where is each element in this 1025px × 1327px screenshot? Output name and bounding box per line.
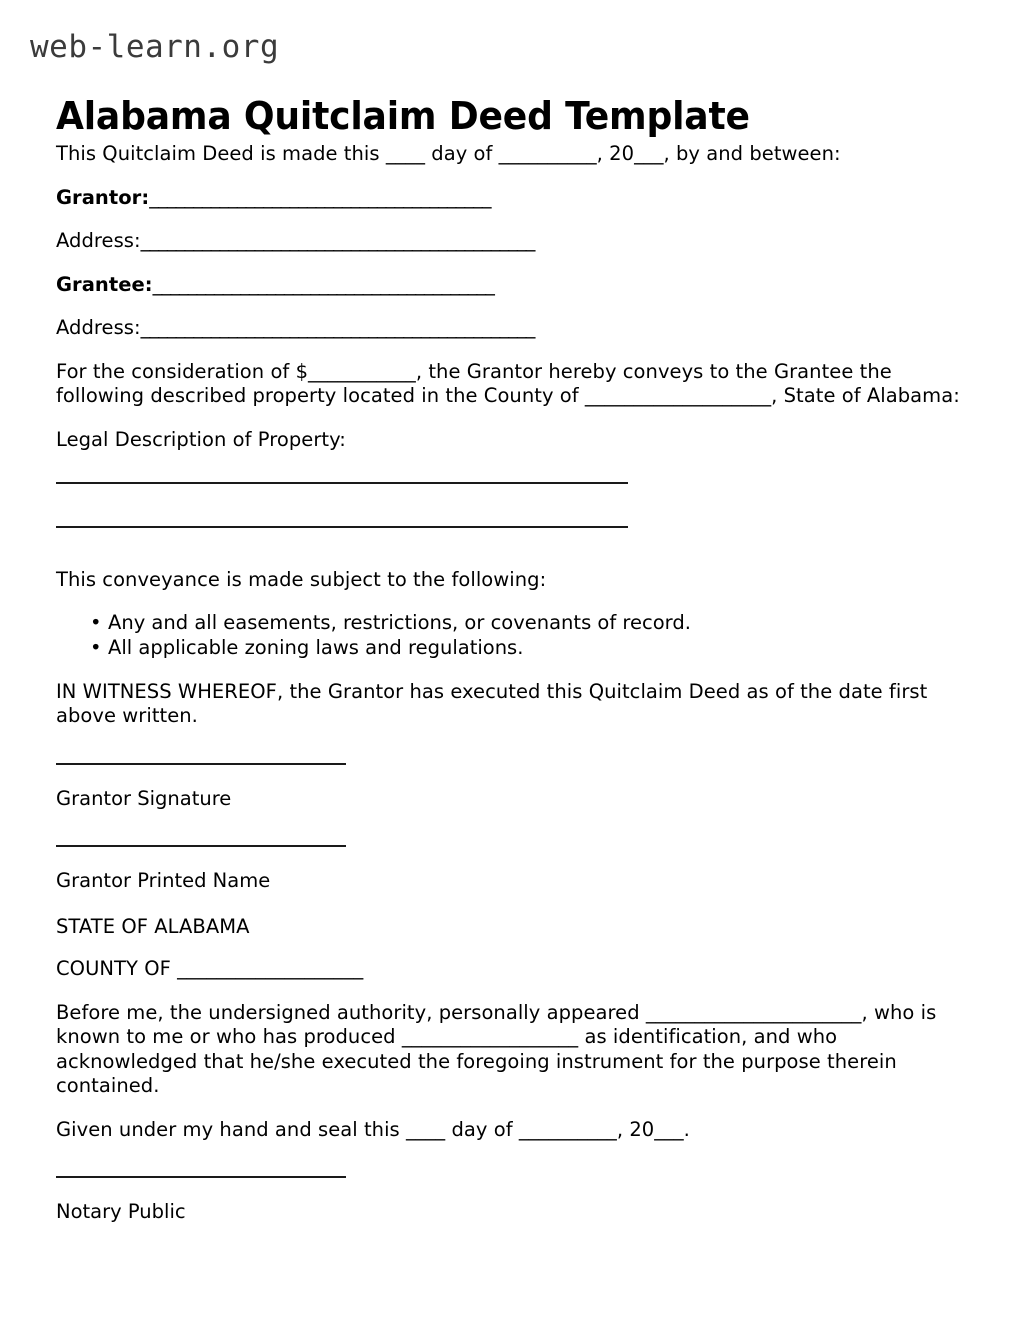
subject-to-intro: This conveyance is made subject to the following: <box>56 568 547 591</box>
list-item-label: Any and all easements, restrictions, or covenants of record. <box>108 610 691 634</box>
list-item-label: All applicable zoning laws and regulations. <box>108 635 524 659</box>
notary-acknowledgment-paragraph: Before me, the undersigned authority, personally appeared ______________________, who is known to me or who has produced __________________ as identification, and who acknowledged that he/she executed the foregoing instrument for the purpose therein contained. <box>56 1000 937 1097</box>
page-title: Alabama Quitclaim Deed Template <box>56 94 750 139</box>
notary-signature-block <box>56 1176 961 1224</box>
witness-paragraph: IN WITNESS WHEREOF, the Grantor has executed this Quitclaim Deed as of the date first above written. <box>56 679 928 727</box>
grantor-blank[interactable]: _______________________________________ <box>149 185 491 209</box>
consideration-paragraph: For the consideration of $___________, the Grantor hereby conveys to the Grantee the following described property located in the County of ___________________, State of Alabama: <box>56 359 960 407</box>
spacer <box>56 528 961 568</box>
grantor-printed-name-caption: Grantor Printed Name <box>56 868 271 892</box>
notary-signature-line[interactable] <box>56 1176 346 1178</box>
state-line: STATE OF ALABAMA <box>56 914 250 938</box>
grantor-field-row <box>56 186 961 211</box>
list-item <box>90 635 961 660</box>
grantor-address-row <box>56 229 961 254</box>
list-item <box>90 610 961 635</box>
terms-list <box>56 611 961 660</box>
grantor-printed-name-block <box>56 845 961 893</box>
grantee-blank[interactable]: _______________________________________ <box>152 272 494 296</box>
grantor-printed-name-line[interactable] <box>56 845 346 847</box>
grantor-signature-line[interactable] <box>56 763 346 765</box>
grantor-address-label: Address: <box>56 229 141 252</box>
grantee-address-row <box>56 316 961 341</box>
bullet-icon: • <box>90 635 102 659</box>
grantor-signature-block <box>56 763 961 811</box>
notary-date-line: Given under my hand and seal this ____ day of __________, 20___. <box>56 1117 690 1141</box>
spacer <box>56 893 961 915</box>
grantee-field-row <box>56 273 961 298</box>
bullet-icon: • <box>90 610 102 634</box>
legal-description-label: Legal Description of Property: <box>56 427 346 451</box>
grantor-signature-caption: Grantor Signature <box>56 786 232 810</box>
intro-paragraph: This Quitclaim Deed is made this ____ day of __________, 20___, by and between: <box>56 142 841 165</box>
grantee-address-blank[interactable]: _____________________________________________ <box>140 316 535 339</box>
notary-caption: Notary Public <box>56 1200 186 1223</box>
grantor-address-blank[interactable]: _____________________________________________ <box>140 229 535 252</box>
grantor-label: Grantor: <box>56 185 150 209</box>
document-body <box>56 142 961 1224</box>
site-watermark: web-learn.org <box>30 29 280 65</box>
legal-description-line-1[interactable] <box>56 482 628 484</box>
grantee-label: Grantee: <box>56 272 153 296</box>
grantee-address-label: Address: <box>56 316 141 339</box>
county-line: COUNTY OF ___________________ <box>56 957 364 980</box>
